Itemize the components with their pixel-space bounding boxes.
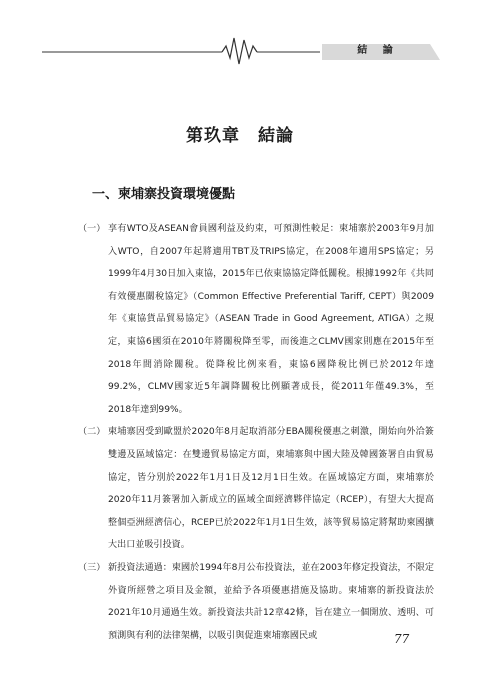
chapter-title: 第玖章 結論 xyxy=(186,126,294,146)
section-heading: 一、柬埔寨投資環境優點 xyxy=(92,187,236,202)
item-text: 新投資法通過：柬國於1994年8月公布投資法，並在2003年修定投資法，不限定外資所經營之項目及金額，並給予各項優惠措施及協助。柬埔寨的新投資法於2021年10月通過生效。新投資法共計12章42條，旨在建立一個開放、透明、可預測與有利的法律架構，以吸引與促進柬埔寨國民或 xyxy=(108,562,434,641)
item-marker: （二） xyxy=(78,427,106,438)
list-item xyxy=(78,421,434,557)
item-list xyxy=(78,218,434,647)
header-section-label: 結 論 xyxy=(357,45,399,56)
page-number: 77 xyxy=(394,632,410,646)
list-item xyxy=(78,218,434,421)
list-item xyxy=(78,557,434,647)
item-text: 柬埔寨因受到歐盟於2020年8月起取消部分EBA關稅優惠之刺激，開始向外洽簽雙邊及區域協定：在雙邊貿易協定方面，柬埔寨與中國大陸及韓國簽署自由貿易協定，皆分別於2022年1月1日及12月1日生效。在區域協定方面，柬埔寨於2020年11月簽署加入新成立的區域全面經濟夥伴協定（RCEP），有望大大提高整個亞洲經濟信心，RCEP已於2022年1月1日生效，該等貿易協定將幫助柬國擴大出口並吸引投資。 xyxy=(108,427,434,551)
heartbeat-line-decoration xyxy=(0,0,480,80)
item-marker: （三） xyxy=(78,562,106,573)
item-marker: （一） xyxy=(78,224,106,234)
item-text: 享有WTO及ASEAN會員國利益及約束，可預測性較足：柬埔寨於2003年9月加入WTO，自2007年起將適用TBT及TRIPS協定，在2008年適用SPS協定；另1999年4月30日加入東協，2015年已依東協協定降低關稅。根據1992年《共同有效優惠關稅協定》（Common Effective Preferential Tariff, CEPT）與2009年《東協貨品貿易協定》（ASEAN Trade in Good Agreement, ATIGA）之規定，東協6國須在2010年將關稅降至零，而後進之CLMV國家則應在2015年至2018年間消除關稅。從降稅比例來看，東協6國降稅比例已於2012年達99.2%，CLMV國家近5年調降關稅比例顯著成長，從2011年僅49.3%，至2018年達到99%。 xyxy=(108,224,434,415)
running-header xyxy=(0,0,480,80)
